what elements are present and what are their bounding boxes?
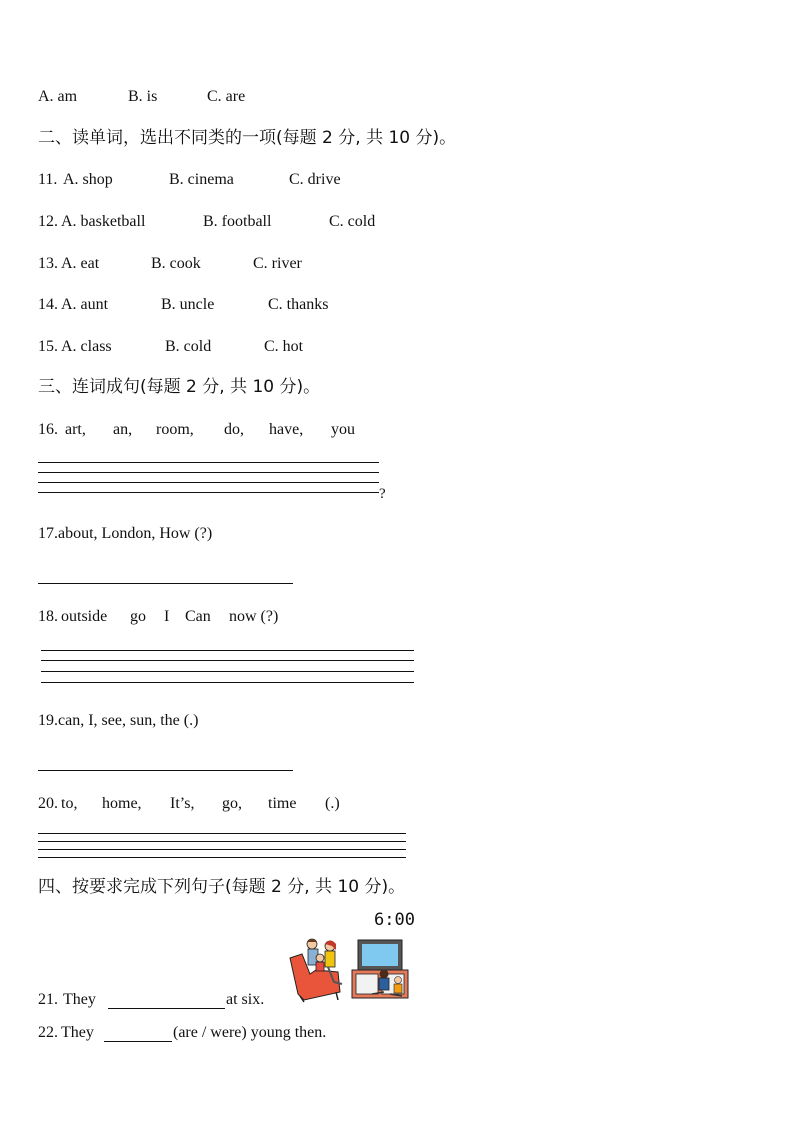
option-c: C. drive — [289, 171, 341, 188]
answer-blank[interactable] — [104, 1041, 172, 1042]
question-text: They — [63, 991, 100, 1008]
option-a: A. class — [61, 338, 112, 355]
word: an, — [113, 421, 133, 438]
word: room, — [156, 421, 194, 438]
question-number: 22. — [38, 1024, 58, 1041]
family-watching-tv-illustration — [286, 934, 414, 1004]
option-b: B. football — [203, 213, 272, 230]
option-c: C. river — [253, 255, 302, 272]
answer-line — [38, 492, 379, 493]
word: do, — [224, 421, 244, 438]
word: art, — [65, 421, 86, 438]
option-c: C. thanks — [268, 296, 329, 313]
question-19: 19.can, I, see, sun, the (.) — [38, 712, 199, 729]
question-17: 17.about, London, How (?) — [38, 525, 213, 542]
answer-line — [41, 660, 414, 661]
option-c: C. cold — [329, 213, 376, 230]
question-number: 18. — [38, 608, 58, 625]
clock-time: 6:00 — [374, 910, 415, 930]
answer-blank[interactable] — [108, 1008, 225, 1009]
word: to, — [61, 795, 78, 812]
question-number: 16. — [38, 421, 58, 438]
answer-line — [38, 857, 406, 858]
question-text: (are / were) young then. — [173, 1024, 327, 1041]
answer-line — [38, 583, 293, 584]
question-number: 14. — [38, 296, 58, 313]
question-number: 20. — [38, 795, 58, 812]
answer-line — [38, 482, 379, 483]
option-b: B. cook — [151, 255, 201, 272]
question-number: 21. — [38, 991, 58, 1008]
answer-line — [38, 841, 406, 842]
option-b: B. cold — [165, 338, 212, 355]
question-number: 12. — [38, 213, 58, 230]
option-c: C. hot — [264, 338, 304, 355]
option-b: B. uncle — [161, 296, 215, 313]
word: go, — [222, 795, 242, 812]
option-a: A. shop — [63, 171, 113, 188]
question-text: at six. — [226, 991, 265, 1008]
section-2-heading: 二、读单词，选出不同类的一项(每题 2 分, 共 10 分)。 — [38, 128, 457, 148]
word: go — [130, 608, 146, 625]
word: time — [268, 795, 297, 812]
word: (.) — [325, 795, 340, 812]
answer-line — [41, 682, 414, 683]
option-a: A. aunt — [61, 296, 109, 313]
option-b: B. is — [128, 88, 158, 105]
question-mark: ? — [379, 486, 386, 502]
option-a: A. am — [38, 88, 78, 105]
option-a: A. basketball — [61, 213, 146, 230]
option-a: A. eat — [61, 255, 100, 272]
word: have, — [269, 421, 304, 438]
word: It’s, — [170, 795, 195, 812]
question-number: 13. — [38, 255, 58, 272]
answer-line — [41, 671, 414, 672]
answer-line — [38, 770, 293, 771]
question-number: 15. — [38, 338, 58, 355]
word: home, — [102, 795, 142, 812]
word: I — [164, 608, 170, 625]
word: you — [331, 421, 355, 438]
answer-line — [38, 833, 406, 834]
answer-line — [41, 650, 414, 651]
option-b: B. cinema — [169, 171, 234, 188]
answer-line — [38, 472, 379, 473]
question-number: 11. — [38, 171, 58, 188]
section-3-heading: 三、连词成句(每题 2 分, 共 10 分)。 — [38, 377, 321, 397]
answer-line — [38, 462, 379, 463]
word: Can — [185, 608, 211, 625]
section-4-heading: 四、按要求完成下列句子(每题 2 分, 共 10 分)。 — [38, 877, 406, 897]
question-text: They — [61, 1024, 98, 1041]
option-c: C. are — [207, 88, 246, 105]
word: now (?) — [229, 608, 279, 625]
word: outside — [61, 608, 108, 625]
answer-line — [38, 849, 406, 850]
